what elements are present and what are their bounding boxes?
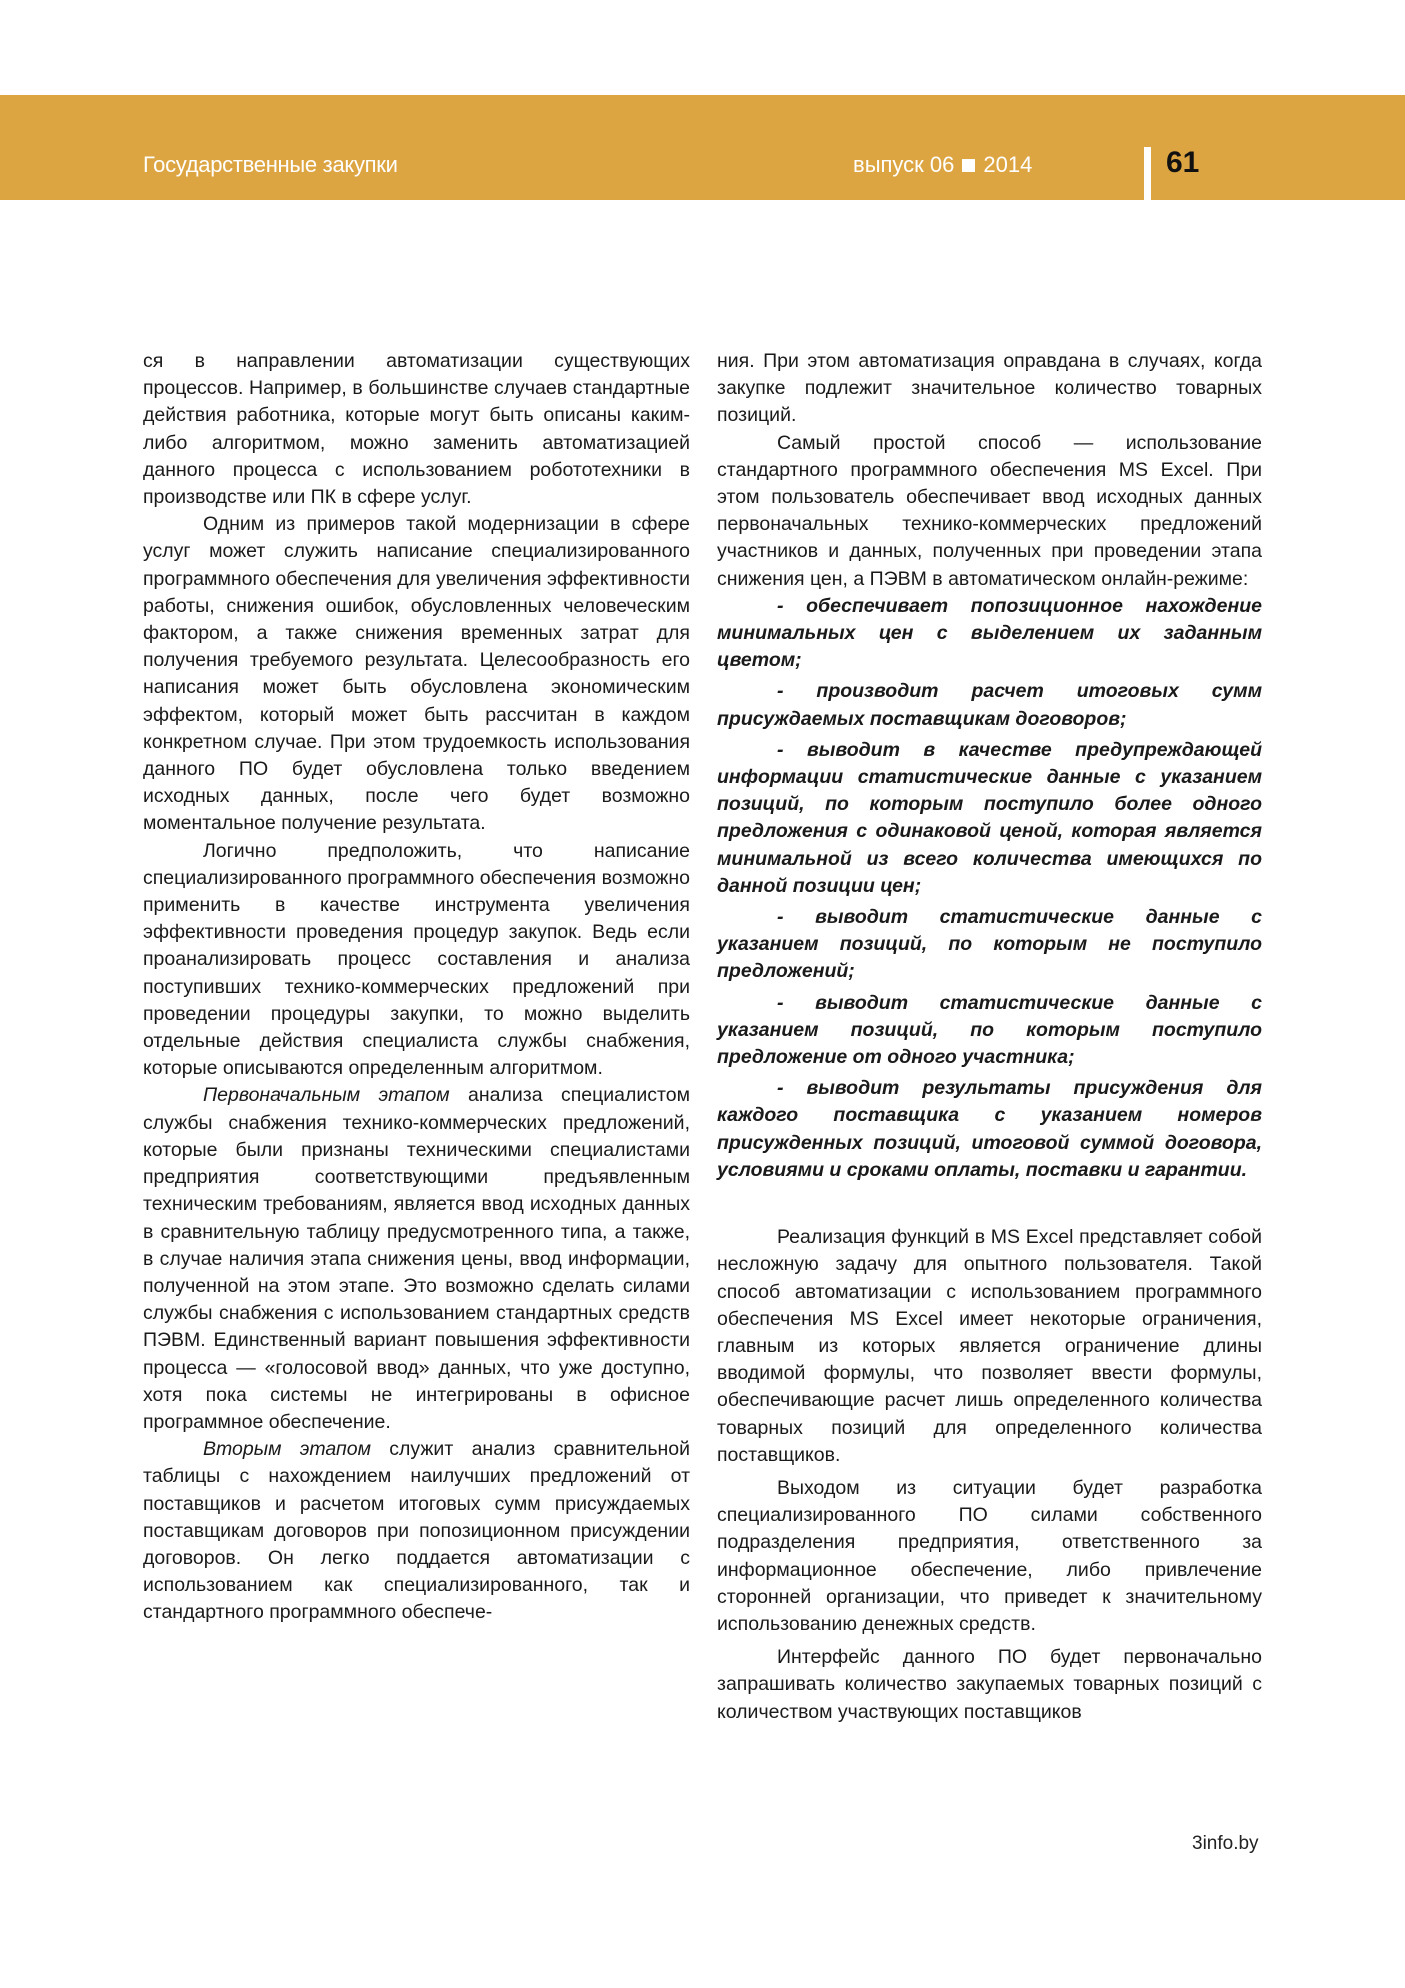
issue-label: [853, 152, 1032, 178]
paragraph: Интерфейс данного ПО будет первоначально запрашивать количество закупаемых товарных позиций с количеством участвующих поставщиков: [717, 1646, 1262, 1723]
left-column: [143, 348, 690, 1627]
paragraph: Реализация функций в MS Excel представляет собой несложную задачу для опытного пользователя. Такой способ автоматизации с использованием программного обеспечения MS Excel имеет некоторые ограничения, главным из которых является ограничение длины вводимой формулы, что позволяет ввести формулы, обеспечивающие расчет лишь определенного количества товарных позиций для определенного количества поставщиков.: [717, 1226, 1262, 1466]
footer-site-link[interactable]: 3info.by: [1192, 1833, 1259, 1854]
paragraph: ся в направлении автоматизации существующих процессов. Например, в большинстве случаев стандартные действия работника, которые могут быть описаны каким-либо алгоритмом, можно заменить автоматизацией данного процесса с использованием робототехники в производстве или ПК в сфере услуг.: [143, 350, 690, 509]
paragraph: [143, 1082, 690, 1436]
paragraph-text: служит анализ сравнительной таблицы с нахождением наилучших предложений от поставщиков и расчетом итоговых сумм присуждаемых поставщикам договоров при попозиционном присуждении договоров. Он легко поддается автоматизации с использованием как специализированного, так и стандартного программного обеспече-: [143, 1438, 690, 1624]
emphasis-text: Первоначальным этапом: [203, 1084, 450, 1107]
paragraph: [143, 1436, 690, 1626]
list-item: - выводит статистические данные с указанием позиций, по которым не поступило предложений;: [717, 906, 1262, 983]
paragraph: Самый простой способ — использование стандартного программного обеспечения MS Excel. При этом пользователь обеспечивает ввод исходных данных первоначальных технико-коммерческих предложений участников и данных, полученных при проведении этапа снижения цен, а ПЭВМ в автоматическом онлайн-режиме:: [717, 431, 1262, 590]
header-divider: [1144, 147, 1151, 200]
list-item: - производит расчет итоговых сумм присуждаемых поставщикам договоров;: [717, 680, 1262, 730]
list-item: - выводит результаты присуждения для каждого поставщика с указанием номеров присужденных позиций, итоговой суммой договора, условиями и сроками оплаты, поставки и гарантии.: [717, 1077, 1262, 1181]
issue-number: выпуск 06: [853, 152, 955, 177]
square-separator-icon: [962, 159, 975, 172]
paragraph-text: анализа специалистом службы снабжения технико-коммерческих предложений, которые были признаны техническими специалистами предприятия соответствующими предъявленным техническим требованиям, является ввод исходных данных в сравнительную таблицу предусмотренного типа, а также, в случае наличия этапа снижения цены, ввод информации, полученной на этом этапе. Это возможно сделать силами службы снабжения с использованием стандартных средств ПЭВМ. Единственный вариант повышения эффективности процесса — «голосовой ввод» данных, что уже доступно, хотя пока системы не интегрированы в офисное программное обеспечение.: [143, 1084, 690, 1433]
paragraph: Одним из примеров такой модернизации в сфере услуг может служить написание специализированного программного обеспечения для увеличения эффективности работы, снижения ошибок, обусловленных человеческим фактором, а также снижения временных затрат для получения требуемого результата. Целесообразность его написания может быть обусловлена экономическим эффектом, который может быть рассчитан в каждом конкретном случае. При этом трудоемкость использования данного ПО будет обусловлена только введением исходных данных, после чего будет возможно моментальное получение результата.: [143, 513, 690, 835]
paragraph: ния. При этом автоматизация оправдана в случаях, когда закупке подлежит значительное количество товарных позиций.: [717, 350, 1262, 427]
right-column: [717, 348, 1262, 1726]
journal-title: Государственные закупки: [143, 152, 398, 177]
emphasis-text: Вторым этапом: [203, 1438, 371, 1461]
list-item: - выводит в качестве предупреждающей информации статистические данные с указанием позиций, по которым поступило более одного предложения с одинаковой ценой, которая является минимальной из всего количества имеющихся по данной позиции цен;: [717, 738, 1262, 897]
issue-year: 2014: [983, 152, 1033, 177]
list-item: - выводит статистические данные с указанием позиций, по которым поступило предложение от одного участника;: [717, 991, 1262, 1069]
paragraph: Выходом из ситуации будет разработка специализированного ПО силами собственного подразделения предприятия, ответственного за информационное обеспечение, либо привлечение сторонней организации, что приведет к значительному использованию денежных средств.: [717, 1476, 1262, 1635]
page-number: 61: [1166, 146, 1200, 179]
paragraph: Логично предположить, что написание специализированного программного обеспечения возможно применить в качестве инструмента увеличения эффективности проведения процедур закупок. Ведь если проанализировать процесс составления и анализа поступивших технико-коммерческих предложений при проведении процедуры закупки, то можно выделить отдельные действия специалиста службы снабжения, которые описываются определенным алгоритмом.: [143, 839, 690, 1080]
list-item: - обеспечивает попозиционное нахождение минимальных цен с выделением их заданным цветом;: [717, 594, 1262, 672]
